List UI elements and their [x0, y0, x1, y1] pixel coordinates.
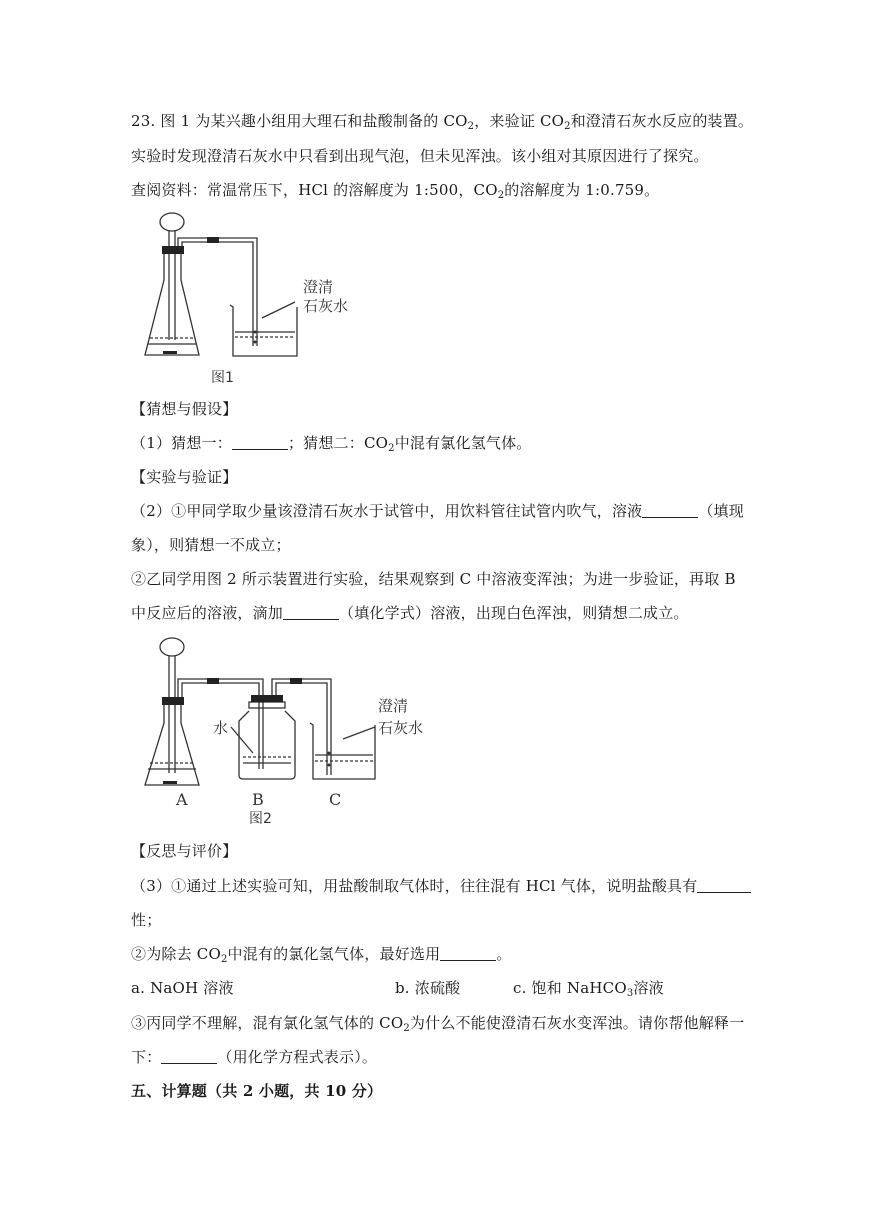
reflection-q3-line-6: 下： （用化学方程式表示）。	[131, 1048, 378, 1066]
answer-blank-5[interactable]	[440, 946, 496, 961]
reflection-q3-line-5: ③丙同学不理解，混有氯化氢气体的 $CO_2$为什么不能使澄清石灰水变浑浊。请你帮他解释一	[131, 1014, 745, 1034]
reflection-q3-line-1: （3）①通过上述实验可知，用盐酸制取气体时，往往混有 HCl 气体，说明盐酸具有	[131, 876, 751, 896]
figure-2-label-line-1: 澄清	[378, 697, 409, 715]
section-5-heading: 五、计算题（共 2 小题，共 10 分）	[131, 1082, 383, 1100]
question-line-2: 实验时发现澄清石灰水中只看到出现气泡，但未见浑浊。该小组对其原因进行了探究。	[131, 147, 709, 165]
experiment-q2-line-1: （2）①甲同学取少量该澄清石灰水于试管中，用饮料管往试管内吹气，溶液 （填现	[131, 502, 744, 520]
reflection-heading: 【反思与评价】	[131, 842, 238, 860]
answer-blank-3[interactable]	[283, 605, 339, 620]
hypothesis-q1: （1）猜想一： ；猜想二：$CO_2$中混有氯化氢气体。	[131, 434, 532, 454]
answer-blank-4[interactable]	[697, 878, 751, 893]
figure-2-label-c: C	[329, 790, 342, 809]
answer-blank-6[interactable]	[161, 1049, 217, 1064]
reflection-options	[131, 978, 664, 998]
answer-blank-2[interactable]	[642, 503, 698, 518]
question-line-3: 查阅资料：常温常压下，HCl 的溶解度为 1:500，$CO_2$的溶解度为 1:0.759。	[131, 181, 660, 201]
figure-2-label-b: B	[252, 790, 264, 809]
experiment-q2-line-4: 中反应后的溶液，滴加 （填化学式）溶液，出现白色浑浊，则猜想二成立。	[131, 604, 689, 622]
figure-2-water-label: 水	[213, 719, 229, 737]
answer-blank-1[interactable]	[232, 435, 288, 450]
option-b[interactable]: b. 浓硫酸	[395, 979, 461, 997]
experiment-q2-line-3: ②乙同学用图 2 所示装置进行实验，结果观察到 C 中溶液变浑浊；为进一步验证，再取 B	[131, 570, 736, 588]
option-c[interactable]: c. 饱和 NaHCO$_3$溶液	[513, 979, 664, 999]
figure-2-caption: 图2	[249, 811, 272, 827]
experiment-heading: 【实验与验证】	[131, 468, 238, 486]
figure-2-apparatus	[135, 635, 445, 835]
reflection-q3-line-3: ②为除去 $CO_2$中混有的氯化氢气体，最好选用 。	[131, 945, 512, 965]
option-a[interactable]: a. NaOH 溶液	[131, 979, 234, 997]
figure-1-label-line-1: 澄清	[303, 278, 334, 296]
experiment-q2-line-2: 象），则猜想一不成立；	[131, 536, 291, 554]
figure-1-caption: 图1	[211, 370, 234, 386]
reflection-q3-line-2: 性；	[131, 911, 162, 929]
figure-2-label-a: A	[176, 790, 188, 809]
hypothesis-heading: 【猜想与假设】	[131, 400, 238, 418]
question-line-1: 23. 图 1 为某兴趣小组用大理石和盐酸制备的 $CO_2$，来验证 $CO_2$和澄清石灰水反应的装置。	[131, 112, 754, 132]
figure-1-label-line-2: 石灰水	[303, 297, 349, 315]
figure-1-apparatus	[135, 210, 375, 390]
figure-2-label-line-2: 石灰水	[378, 719, 424, 737]
